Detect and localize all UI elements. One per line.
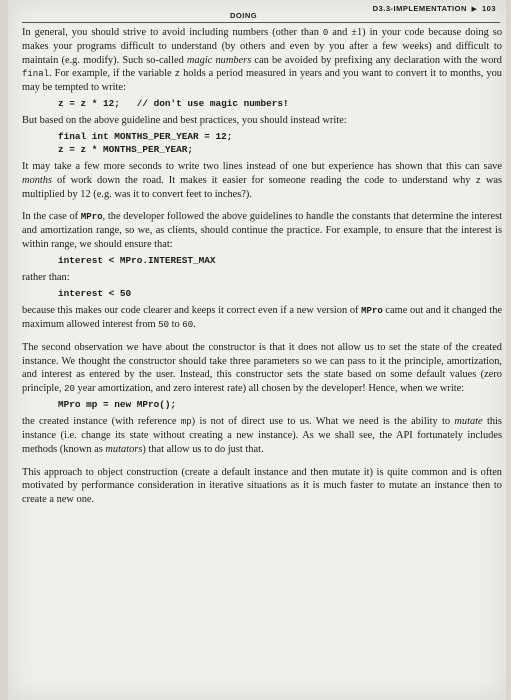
text: ) is not of direct use to us. What we need is the ability to	[191, 416, 455, 428]
text: In general, you should strive to avoid including numbers (other than	[22, 27, 323, 38]
paragraph-months	[22, 160, 502, 201]
emphasis: mutate	[454, 416, 483, 428]
paragraph-instead: But based on the above guideline and best practices, you should instead write:	[22, 115, 347, 127]
inline-code: 20	[64, 384, 75, 395]
inline-code: mp	[180, 417, 192, 428]
text: holds a period measured in years and you want to convert it to months, you may be tempted to write:	[22, 68, 502, 94]
paragraph-magic-numbers	[22, 26, 502, 95]
text: to	[169, 319, 183, 331]
code-block-4: interest < 50	[58, 287, 132, 299]
inline-code: 0	[322, 28, 329, 38]
paragraph-rather-than: rather than:	[22, 272, 70, 283]
emphasis: magic numbers	[186, 54, 252, 66]
emphasis: months	[22, 174, 53, 186]
inline-code: 50	[158, 320, 170, 331]
page-number: 103	[481, 4, 496, 13]
triangle-icon: ▶	[471, 6, 478, 13]
text: ) in your code because doing so makes your programs difficult to understand (by others and even by you after a few weeks) and difficult to maintain (e.g. modify). Such so-called	[22, 27, 503, 66]
text: this instance (i.e. change its state without creating a new instance). As we shall see, the API fortunately includes methods (known as	[22, 416, 502, 455]
emphasis: mutators	[105, 443, 143, 455]
code-block-1: z = z * 12; // don't use magic numbers!	[58, 97, 289, 109]
inline-code: z	[174, 69, 181, 80]
paragraph-approach: This approach to object construction (create a default instance and then mutate it) is quite common and is often motivated by performance consideration in iterative situations as it is much faster to mutate an instance then to create a new one.	[22, 466, 502, 506]
running-header	[8, 0, 506, 22]
paragraph-clearer	[22, 304, 502, 332]
inline-code: 60	[182, 320, 194, 331]
book-page	[8, 0, 506, 700]
text: .	[193, 319, 196, 331]
text: . For example, if the variable	[49, 68, 175, 80]
text: was multiplied by 12 (e.g. was it to convert feet to inches?).	[22, 174, 502, 200]
text: ) that allow us to do just that.	[142, 443, 264, 455]
text: year amortization, and zero interest rate) all chosen by the developer! Hence, when we write:	[74, 383, 465, 395]
text: because this makes our code clearer and keeps it correct even if a new version of	[22, 305, 362, 317]
inline-code: final	[22, 69, 50, 80]
text: , the developer followed the above guidelines to handle the constants that determine the interest and amortization range, so we, as clients, should continue the practice. For example, to ensure that the interest is within range, we should ensure that:	[22, 211, 502, 250]
text: can be avoided by prefixing any declaration with the word	[251, 54, 503, 66]
text: came out and it changed the maximum allowed interest from	[22, 305, 502, 331]
paragraph-mpro-constants	[22, 210, 502, 251]
inline-code: MPro	[361, 306, 383, 317]
text: and	[328, 27, 352, 38]
header-rule	[22, 22, 500, 23]
code-block-3: interest < MPro.INTEREST_MAX	[58, 254, 216, 266]
inline-code: z	[475, 175, 481, 186]
code-block-5: MPro mp = new MPro();	[58, 398, 177, 410]
text: In the case of	[22, 211, 81, 223]
paragraph-constructor	[22, 341, 502, 396]
page-body	[22, 26, 502, 510]
header-section-title: D3.3-IMPLEMENTATION	[372, 4, 467, 13]
inline-code: MPro	[80, 212, 103, 223]
code-block-2: final int MONTHS_PER_YEAR = 12; z = z * MONTHS_PER_YEAR;	[58, 131, 233, 155]
header-section	[373, 4, 496, 13]
text: The second observation we have about the constructor is that it does not allow us to set the state of the created instance. We thought the constructor should take three parameters so we can pass to it the principle, amortization, and interest as entered by the user. Instead, this constructor sets the state based on some default values (zero principle,	[22, 341, 502, 395]
paragraph-mutate	[22, 415, 502, 456]
text: ±1	[351, 27, 363, 38]
header-chapter: DOING	[230, 11, 258, 20]
text: It may take a few more seconds to write two lines instead of one but experience has shown that this can save	[22, 160, 502, 172]
text: of work down the road. It makes it easier for someone reading the code to understand why	[52, 174, 476, 186]
text: the created instance (with reference	[22, 416, 181, 428]
